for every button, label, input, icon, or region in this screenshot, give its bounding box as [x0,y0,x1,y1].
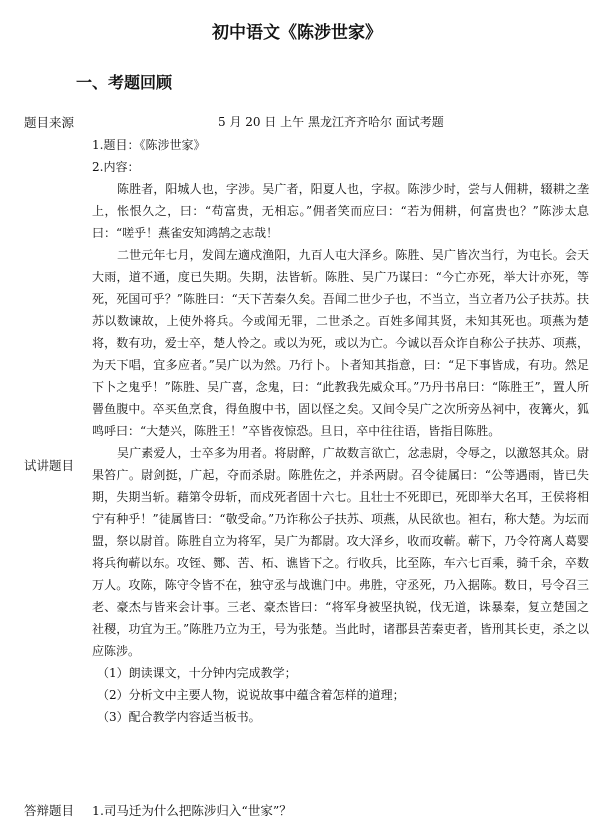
lecture-content [92,134,589,728]
text-paragraph: 陈胜者，阳城人也，字涉。吴广者，阳夏人也，字叔。陈涉少时，尝与人佣耕，辍耕之垄上，怅恨久之，曰：“苟富贵，无相忘。”佣者笑而应曰：“若为佣耕，何富贵也？”陈涉太息曰：“嗟乎！燕雀安知鸿鹄之志哉！ [92,182,589,240]
defense-question: 1.司马迁为什么把陈涉归入“世家”？ [92,803,292,818]
lecture-content-label: 2.内容： [92,160,140,174]
requirement-item: （3）配合教学内容适当板书。 [97,710,261,724]
requirement-item: （1）朗读课文，十分钟内完成教学； [97,666,297,680]
section-heading: 一、考题回顾 [76,73,173,92]
source-value: 5 月 20 日 上午 黑龙江齐齐哈尔 面试考题 [218,115,444,129]
lecture-topic: 1.题目：《陈涉世家》 [92,138,206,152]
text-paragraph: 二世元年七月，发闾左適戍渔阳，九百人屯大泽乡。陈胜、吴广皆次当行，为屯长。会天大雨，道不通，度已失期。失期，法皆斩。陈胜、吴广乃谋曰：“今亡亦死，举大计亦死，等死，死国可乎？”陈胜曰：“天下苦秦久矣。吾闻二世少子也，不当立，当立者乃公子扶苏。扶苏以数谏故，上使外将兵。今或闻无罪，二世杀之。百姓多闻其贤，未知其死也。项燕为楚将，数有功，爱士卒，楚人怜之。或以为死，或以为亡。今诚以吾众诈自称公子扶苏、项燕，为天下唱，宜多应者。”吴广以为然。乃行卜。卜者知其指意，曰：“足下事皆成，有功。然足下卜之鬼乎！”陈胜、吴广喜，念鬼，曰：“此教我先威众耳。”乃丹书帛曰：“陈胜王”，置人所罾鱼腹中。卒买鱼烹食，得鱼腹中书，固以怪之矣。又间令吴广之次所旁丛祠中，夜篝火，狐鸣呼曰：“大楚兴，陈胜王！”卒皆夜惊恐。旦日，卒中往往语，皆指目陈胜。 [92,248,589,438]
requirement-item: （2）分析文中主要人物，说说故事中蕴含着怎样的道理； [97,688,405,702]
text-paragraph: 吴广素爱人，士卒多为用者。将尉醉，广故数言欲亡，忿恚尉，令辱之，以激怒其众。尉果笞广。尉剑挺，广起，夺而杀尉。陈胜佐之，并杀两尉。召令徒属曰：“公等遇雨，皆已失期，失期当斩。藉第令毋斩，而戍死者固十六七。且壮士不死即已，死即举大名耳，王侯将相宁有种乎！”徒属皆曰：“敬受命。”乃诈称公子扶苏、项燕，从民欲也。袒右，称大楚。为坛而盟，祭以尉首。陈胜自立为将军，吴广为都尉。攻大泽乡，收而攻蕲。蕲下，乃令符离人葛婴将兵徇蕲以东。攻铚、酂、苦、柘、谯皆下之。行收兵，比至陈，车六七百乘，骑千余，卒数万人。攻陈，陈守令皆不在，独守丞与战谯门中。弗胜，守丞死，乃入据陈。数日，号令召三老、豪杰与皆来会计事。三老、豪杰皆曰：“将军身被坚执锐，伐无道，诛暴秦，复立楚国之社稷，功宜为王。”陈胜乃立为王，号为张楚。当此时，诸郡县苦秦吏者，皆刑其长吏，杀之以应陈涉。 [92,446,589,658]
defense-label: 答辩题目 [24,803,75,818]
source-label: 题目来源 [24,115,75,130]
document-title: 初中语文《陈涉世家》 [212,23,382,43]
lecture-label: 试讲题目 [24,458,75,473]
